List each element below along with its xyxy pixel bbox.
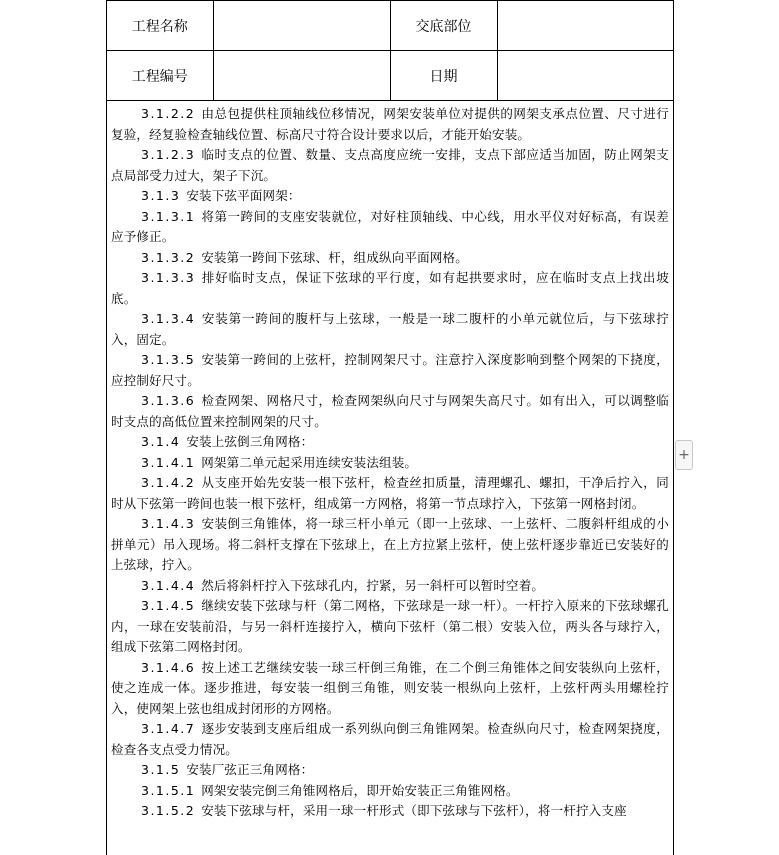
clause-text: 从支座开始先安装一根下弦杆，检查丝扣质量，清理螺孔、螺扣，干净后拧入，同时从下弦第一跨间也装一根下弦杆，组成第一方网格，将第一节点球拧入，下弦第一网格封闭。: [111, 475, 669, 511]
clause-text: 安装第一跨间的上弦杆，控制网架尺寸。注意拧入深度影响到整个网架的下挠度，应控制好尺寸。: [111, 352, 669, 388]
clause-text: 将第一跨间的支座安装就位，对好柱顶轴线、中心线，用水平仪对好标高，有误差应予修正。: [111, 208, 669, 244]
paragraph: [111, 248, 669, 269]
clause-text: 临时支点的位置、数量、支点高度应统一安排，支点下部应适当加固，防止网架支点局部受力过大，架子下沉。: [111, 147, 669, 183]
clause-text: 继续安装下弦球与杆（第二网格，下弦球是一球一杆）。一杆拧入原来的下弦球螺孔内，一球在安装前沿，与另一斜杆连接拧入，横向下弦杆（第二根）安装入位，两头各与球拧入，组成下弦第二网格封闭。: [111, 598, 669, 654]
clause-number: 3.1.4.2: [141, 475, 196, 490]
clause-text: 网架第二单元起采用连续安装法组装。: [201, 454, 418, 470]
clause-number: 3.1.4.1: [141, 454, 196, 470]
clause-text: 安装第一跨间下弦球、杆，组成纵向平面网格。: [201, 249, 468, 265]
clause-number: 3.1.3.4: [141, 311, 196, 326]
clause-text: 排好临时支点，保证下弦球的平行度，如有起拱要求时，应在临时支点上找出坡底。: [111, 270, 669, 306]
clause-text: 安装上弦倒三角网格：: [186, 434, 314, 449]
paragraph: [111, 719, 669, 760]
clause-number: 3.1.3: [141, 188, 181, 203]
clause-text: 安装厂弦正三角网格：: [186, 762, 314, 777]
paragraph: [111, 186, 669, 207]
clause-number: 3.1.3.3: [141, 270, 196, 285]
clause-number: 3.1.2.2: [141, 106, 196, 121]
paragraph: [111, 350, 669, 391]
clause-number: 3.1.4: [141, 434, 181, 449]
paragraph: [111, 145, 669, 186]
clause-number: 3.1.4.6: [141, 659, 196, 675]
paragraph: [111, 207, 669, 248]
disclosure-content: [107, 101, 673, 822]
clause-text: 安装第一跨间的腹杆与上弦球，一般是一球二腹杆的小单元就位后，与下弦球拧入，固定。: [111, 311, 669, 347]
paragraph: [111, 596, 669, 658]
expand-button[interactable]: [675, 440, 693, 470]
clause-text: 逐步安装到支座后组成一系列纵向倒三角锥网架。检查纵向尺寸，检查网架挠度，检查各支点受力情况。: [111, 721, 669, 757]
clause-number: 3.1.5: [141, 762, 181, 777]
paragraph: [111, 514, 669, 576]
paragraph: [111, 391, 669, 432]
project-number-label: 工程编号: [107, 51, 213, 101]
plus-icon: +: [678, 447, 690, 463]
clause-number: 3.1.4.4: [141, 577, 196, 593]
paragraph: [111, 453, 669, 474]
date-label: 日期: [390, 51, 497, 101]
clause-text: 网架安装完倒三角锥网格后，即开始安装正三角锥网格。: [201, 782, 519, 798]
clause-text: 安装下弦球与杆，采用一球一杆形式（即下弦球与下弦杆），将一杆拧入支座: [201, 803, 627, 818]
project-name-label: 工程名称: [107, 1, 213, 51]
clause-number: 3.1.3.5: [141, 352, 196, 367]
clause-number: 3.1.4.3: [141, 516, 196, 531]
project-name-value[interactable]: [213, 1, 390, 51]
clause-number: 3.1.3.1: [141, 208, 196, 224]
clause-number: 3.1.5.1: [141, 782, 196, 798]
clause-number: 3.1.4.5: [141, 598, 196, 613]
clause-text: 安装下弦平面网架：: [186, 188, 301, 203]
clause-number: 3.1.5.2: [141, 803, 196, 818]
clause-text: 安装倒三角锥体，将一球三杆小单元（即一上弦球、一上弦杆、二腹斜杆组成的小拼单元）吊入现场。将二斜杆支撑在下弦球上，在上方拉紧上弦杆，使上弦杆逐步靠近已安装好的上弦球，拧入。: [111, 516, 669, 572]
paragraph: [111, 309, 669, 350]
paragraph: [111, 760, 669, 781]
clause-number: 3.1.3.2: [141, 249, 196, 265]
clause-text: 检查网架、网格尺寸，检查网架纵向尺寸与网架失高尺寸。如有出入，可以调整临时支点的高低位置来控制网架的尺寸。: [111, 393, 669, 429]
clause-number: 3.1.3.6: [141, 393, 196, 408]
clause-text: 然后将斜杆拧入下弦球孔内，拧紧，另一斜杆可以暂时空着。: [201, 577, 545, 593]
paragraph: [111, 104, 669, 145]
project-number-value[interactable]: [213, 51, 390, 101]
paragraph: [111, 801, 669, 822]
document-page: [106, 0, 674, 855]
paragraph: [111, 268, 669, 309]
paragraph: [111, 576, 669, 597]
paragraph: [111, 658, 669, 720]
header-table: [107, 0, 674, 101]
clause-number: 3.1.2.3: [141, 147, 196, 162]
paragraph: [111, 781, 669, 802]
clause-text: 按上述工艺继续安装一球三杆倒三角锥，在二个倒三角锥体之间安装纵向上弦杆，使之连成一体。逐步推进，每安装一组倒三角锥，则安装一根纵向上弦杆，上弦杆两头用螺栓拧入，使网架上弦也组成封闭形的方网格。: [111, 659, 669, 716]
date-value[interactable]: [497, 51, 674, 101]
disclosure-part-value[interactable]: [497, 1, 674, 51]
clause-text: 由总包提供柱顶轴线位移情况，网架安装单位对提供的网架支承点位置、尺寸进行复验，经复验检查轴线位置、标高尺寸符合设计要求以后，才能开始安装。: [111, 106, 669, 142]
clause-number: 3.1.4.7: [141, 721, 196, 736]
paragraph: [111, 473, 669, 514]
paragraph: [111, 432, 669, 453]
disclosure-part-label: 交底部位: [390, 1, 497, 51]
